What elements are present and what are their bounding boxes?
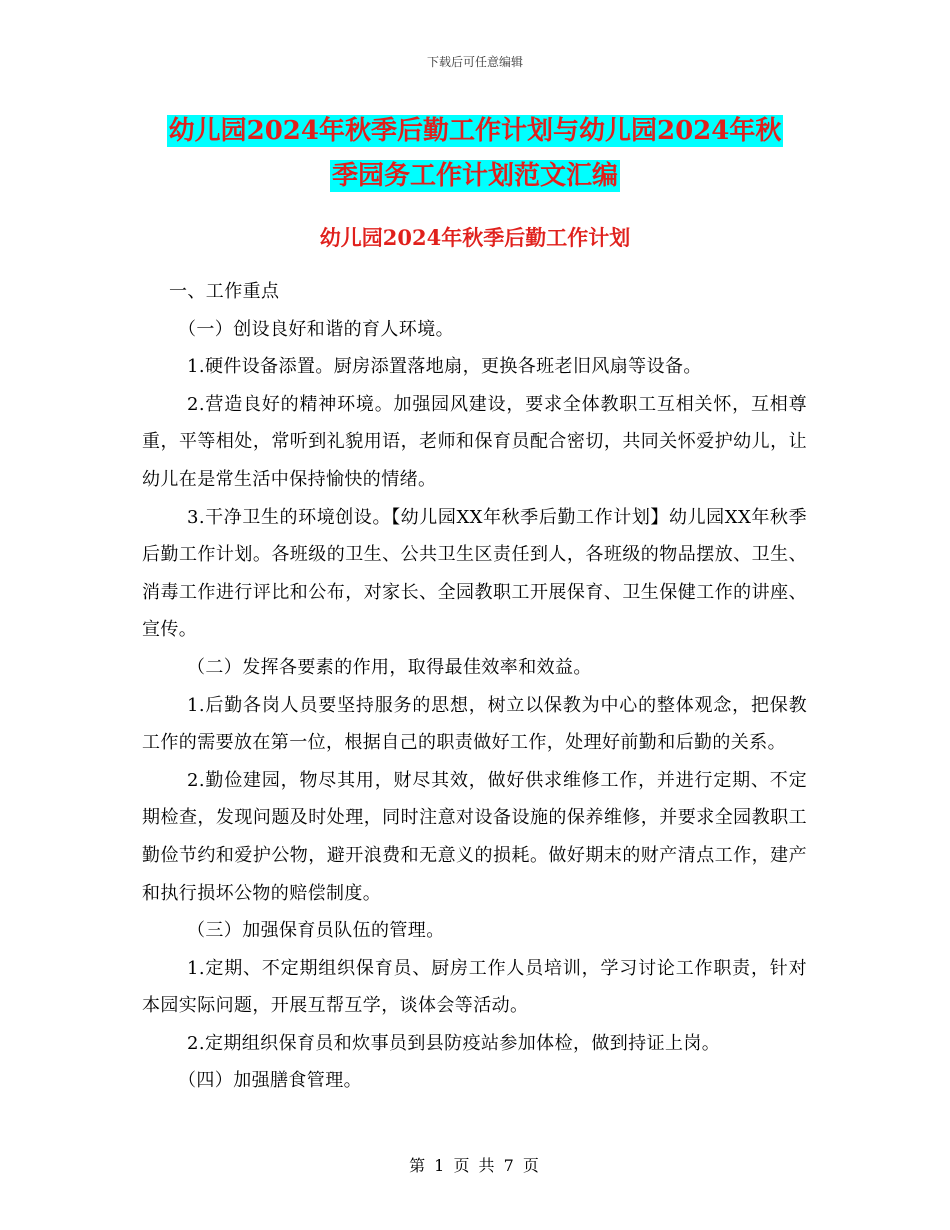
subheading-3: （三）加强保育员队伍的管理。 xyxy=(187,920,445,942)
subheading-4: （四）加强膳食管理。 xyxy=(178,1070,362,1092)
paragraph: 3.干净卫生的环境创设。【幼儿园XX年秋季后勤工作计划】幼儿园XX年秋季后勤工作计划。各班级的卫生、公共卫生区责任到人，各班级的物品摆放、卫生、消毒工作进行评比和公布，对家长、全园教职工开展保育、卫生保健工作的讲座、宣传。 xyxy=(142,506,807,641)
document-title-line-1-text: 幼儿园2024年秋季后勤工作计划与幼儿园2024年秋 xyxy=(168,116,782,146)
heading-work-focus: 一、工作重点 xyxy=(169,281,280,302)
paragraph: 1.硬件设备添置。厨房添置落地扇，更换各班老旧风扇等设备。 xyxy=(187,356,702,378)
document-title-line-1 xyxy=(0,110,950,147)
paragraph: 2.营造良好的精神环境。加强园风建设，要求全体教职工互相关怀，互相尊重，平等相处，常听到礼貌用语，老师和保育员配合密切，共同关怀爱护幼儿，让幼儿在是常生活中保持愉快的情绪。 xyxy=(142,393,807,490)
document-title-line-2-text: 季园务工作计划范文汇编 xyxy=(331,161,618,191)
paragraph: 1.后勤各岗人员要坚持服务的思想，树立以保教为中心的整体观念，把保教工作的需要放在第一位，根据自己的职责做好工作，处理好前勤和后勤的关系。 xyxy=(142,694,807,754)
page-number: 第 1 页 共 7 页 xyxy=(409,1156,541,1175)
paragraph: 2.定期组织保育员和炊事员到县防疫站参加体检，做到持证上岗。 xyxy=(187,1032,721,1054)
subheading-1: （一）创设良好和谐的育人环境。 xyxy=(178,318,454,340)
section-title: 幼儿园2024年秋季后勤工作计划 xyxy=(319,225,631,250)
document-title-line-2 xyxy=(0,155,950,192)
paragraph: 2.勤俭建园，物尽其用，财尽其效，做好供求维修工作，并进行定期、不定期检查，发现问题及时处理，同时注意对设备设施的保养维修，并要求全园教职工勤俭节约和爱护公物，避开浪费和无意义的损耗。做好期末的财产清点工作，建产和执行损坏公物的赔偿制度。 xyxy=(142,769,807,904)
subheading-2: （二）发挥各要素的作用，取得最佳效率和效益。 xyxy=(187,656,592,678)
page-header-note: 下载后可任意编辑 xyxy=(426,55,523,69)
document-body xyxy=(142,273,807,1100)
paragraph: 1.定期、不定期组织保育员、厨房工作人员培训，学习讨论工作职责，针对本园实际问题，开展互帮互学，谈体会等活动。 xyxy=(142,957,807,1017)
